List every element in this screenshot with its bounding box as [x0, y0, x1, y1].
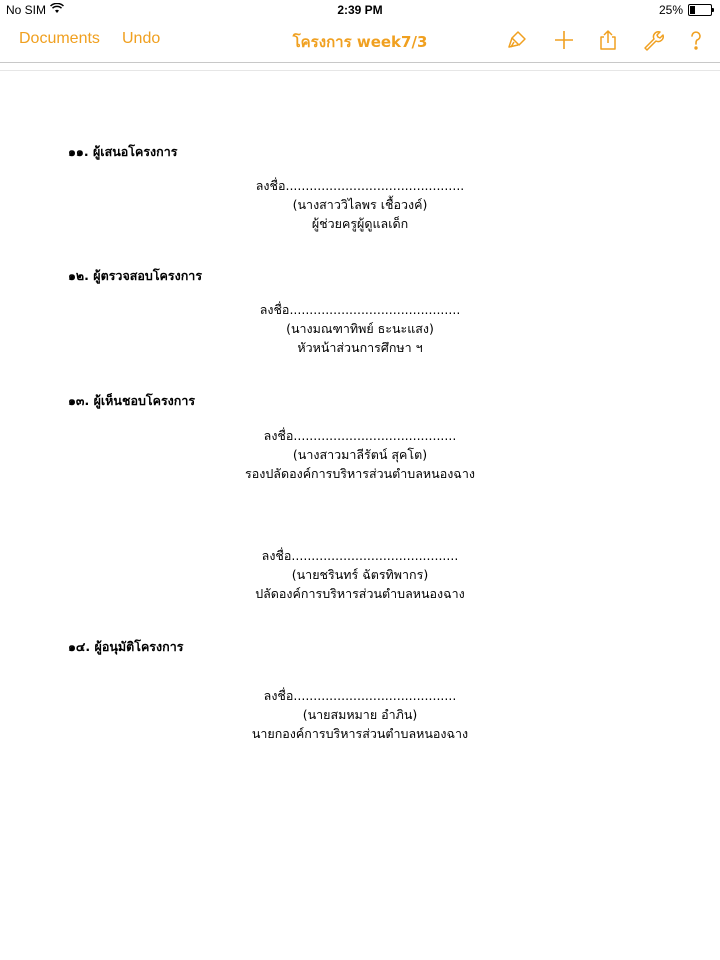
toolbar — [0, 20, 720, 60]
undo-button[interactable]: Undo — [122, 30, 161, 47]
signature-block-13a — [0, 426, 720, 483]
battery-tip — [712, 8, 714, 12]
carrier-label: No SIM — [6, 3, 47, 17]
signer-name: (นายชรินทร์ ฉัตรทิพากร) — [291, 567, 429, 582]
help-icon[interactable] — [684, 28, 708, 52]
section-heading-13: ๑๓. ผู้เห็นชอบโครงการ — [68, 393, 196, 408]
signature-block-14 — [0, 686, 720, 743]
toolbar-divider — [0, 62, 720, 63]
signer-position: หัวหน้าส่วนการศึกษา ฯ — [297, 340, 423, 355]
signer-position: รองปลัดองค์การบริหารส่วนตำบลหนองฉาง — [245, 466, 475, 481]
wrench-icon[interactable] — [641, 28, 665, 52]
section-heading-11: ๑๑. ผู้เสนอโครงการ — [68, 144, 178, 159]
documents-button[interactable]: Documents — [19, 30, 100, 47]
signer-name: (นายสมหมาย อำภิน) — [302, 707, 418, 722]
document-title[interactable]: โครงการ week7/3 — [292, 33, 428, 51]
signer-position: ผู้ช่วยครูผู้ดูแลเด็ก — [311, 216, 409, 231]
signer-name: (นางมณฑาทิพย์ ธะนะแสง) — [286, 321, 434, 336]
status-bar — [0, 0, 720, 20]
signer-position: ปลัดองค์การบริหารส่วนตำบลหนองฉาง — [255, 586, 465, 601]
signature-block-13b — [0, 546, 720, 603]
document-page[interactable] — [0, 71, 720, 960]
signer-position: นายกองค์การบริหารส่วนตำบลหนองฉาง — [251, 726, 469, 741]
sign-line: ลงชื่อ........................................... — [259, 302, 461, 317]
plus-icon[interactable] — [552, 28, 576, 52]
section-heading-12: ๑๒. ผู้ตรวจสอบโครงการ — [68, 268, 203, 283]
battery-fill — [690, 6, 695, 14]
signature-block-11 — [0, 176, 720, 233]
share-icon[interactable] — [596, 28, 620, 52]
signer-name: (นางสาววิไลพร เชื้อวงค์) — [292, 197, 428, 212]
signature-block-12 — [0, 300, 720, 357]
sign-line: ลงชื่อ............................................. — [255, 178, 465, 193]
sign-line: ลงชื่อ.......................................... — [261, 548, 459, 563]
status-time: 2:39 PM — [337, 3, 383, 17]
status-right — [659, 3, 712, 17]
signer-name: (นางสาวมาลีรัตน์ สุคโต) — [292, 447, 428, 462]
sign-line: ลงชื่อ......................................... — [263, 428, 457, 443]
brush-icon[interactable] — [505, 28, 529, 52]
sign-line: ลงชื่อ......................................... — [263, 688, 457, 703]
battery-icon — [688, 4, 712, 16]
battery-percent: 25% — [658, 3, 683, 17]
section-heading-14: ๑๔. ผู้อนุมัติโครงการ — [68, 639, 184, 654]
